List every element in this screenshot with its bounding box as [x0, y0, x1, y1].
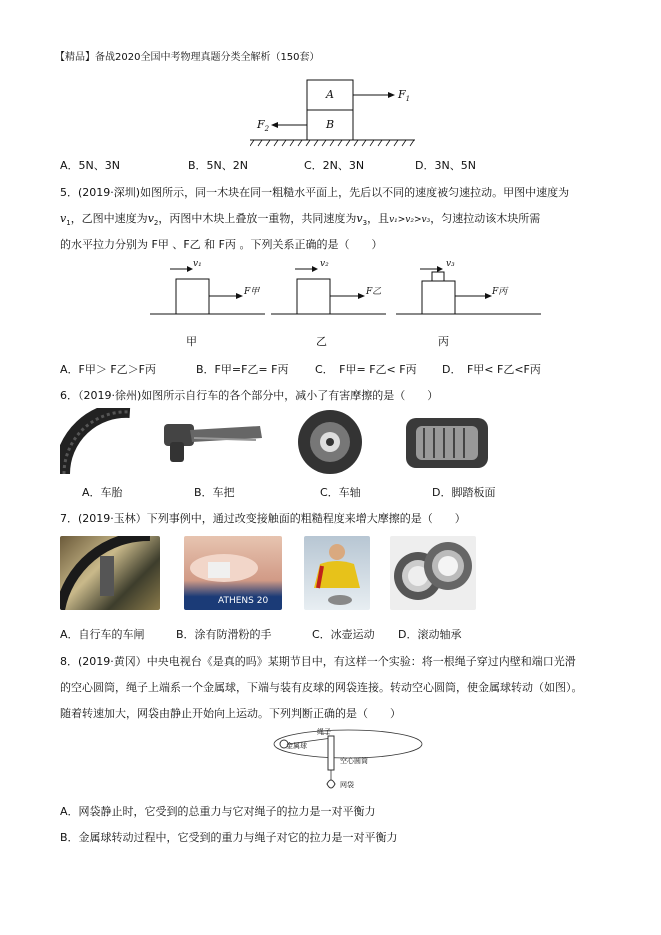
chalk-hands-image	[184, 536, 282, 610]
q4-option-b: B．5N、2N	[188, 159, 249, 172]
q8-option-a: A．网袋静止时，它受到的总重力与它对绳子的拉力是一对平衡力	[60, 805, 376, 818]
label-f1: $F_1$	[398, 88, 411, 104]
q7-option-c: C．冰壶运动	[312, 628, 375, 641]
v3-label: v₃	[446, 259, 455, 269]
block-yi	[297, 279, 330, 314]
bearing-image	[390, 536, 476, 610]
q4-option-a: A．5N、3N	[60, 159, 120, 172]
athens-text: ATHENS 20	[218, 596, 269, 606]
ground-hatching	[250, 140, 414, 146]
q8-line1: 8．(2019·黄冈）中央电视台《是真的吗》某期节目中，有这样一个实验：将一根绳子穿过内壁和端口光滑	[60, 655, 576, 668]
q4-option-c: C．2N、3N	[304, 159, 365, 172]
tire-image	[60, 408, 132, 476]
q5-line2: $v_1$，乙图中速度为$v_2$，丙图中木块上叠放一重物，共同速度为$v_3$，且v₁>v₂>v₃，匀速拉动该木块所需	[60, 212, 541, 228]
q6-option-a: A．车胎	[82, 486, 123, 499]
weight-bing	[432, 272, 444, 281]
q6-option-c: C．车轴	[320, 486, 361, 499]
fig-label-jia: 甲	[186, 335, 197, 348]
label-net-bag: 网袋	[340, 781, 354, 789]
label-rope: 绳子	[317, 728, 331, 736]
handlebar-image	[160, 416, 266, 466]
label-a: A	[326, 88, 334, 101]
block-bing	[422, 281, 455, 314]
q5-option-c: C． F甲= F乙< F丙	[315, 363, 417, 376]
q8-option-b: B．金属球转动过程中，它受到的重力与绳子对它的拉力是一对平衡力	[60, 831, 398, 844]
f-jia-label: F甲	[244, 287, 260, 297]
q7-option-d: D．滚动轴承	[398, 628, 462, 641]
q5-option-d: D． F甲< F乙<F丙	[442, 363, 541, 376]
q5-figures	[150, 258, 550, 320]
f-yi-label: F乙	[366, 287, 382, 297]
q7-stem: 7．(2019·玉林）下列事例中，通过改变接触面的粗糙程度来增大摩擦的是（ ）	[60, 512, 466, 525]
stacked-blocks-figure	[250, 78, 420, 150]
q5-line3: 的水平拉力分别为 F甲 、F乙 和 F丙 。下列关系正确的是（ ）	[60, 238, 383, 251]
label-tube: 空心圆筒	[340, 757, 368, 765]
label-f2: $F_2$	[257, 118, 270, 134]
q5-option-a: A．F甲＞ F乙＞F丙	[60, 363, 157, 376]
fig-label-yi: 乙	[316, 335, 327, 348]
label-ball: 金属球	[286, 742, 307, 750]
q4-option-d: D．3N、5N	[415, 159, 476, 172]
f-bing-label: F丙	[492, 287, 508, 297]
v1-label: v₁	[193, 259, 202, 269]
fig-label-bing: 丙	[438, 335, 449, 348]
axle-image	[292, 408, 372, 476]
q5-option-b: B．F甲=F乙= F丙	[196, 363, 289, 376]
q7-option-b: B．涂有防滑粉的手	[176, 628, 272, 641]
q6-option-b: B．车把	[194, 486, 235, 499]
q6-stem: 6．（2019·徐州)如图所示自行车的各个部分中，减小了有害摩擦的是（ ）	[60, 389, 439, 402]
q8-line2: 的空心圆筒，绳子上端系一个金属球，下端与装有皮球的网袋连接。转动空心圆筒，使金属球转动（如图）。	[60, 681, 583, 694]
curling-image	[304, 536, 370, 610]
v2-label: v₂	[320, 259, 329, 269]
pedal-image	[402, 410, 492, 474]
page-header: 【精品】备战2020全国中考物理真题分类全解析（150套）	[55, 52, 320, 63]
label-b: B	[326, 118, 335, 131]
q7-option-a: A．自行车的车闸	[60, 628, 145, 641]
q5-line1: 5．(2019·深圳)如图所示，同一木块在同一粗糙水平面上，先后以不同的速度被匀速拉动。甲图中速度为	[60, 186, 570, 199]
q6-option-d: D．脚踏板面	[432, 486, 496, 499]
bike-brake-image	[60, 536, 160, 610]
block-jia	[176, 279, 209, 314]
q8-line3: 随着转速加大，网袋由静止开始向上运动。下列判断正确的是（ ）	[60, 707, 401, 720]
